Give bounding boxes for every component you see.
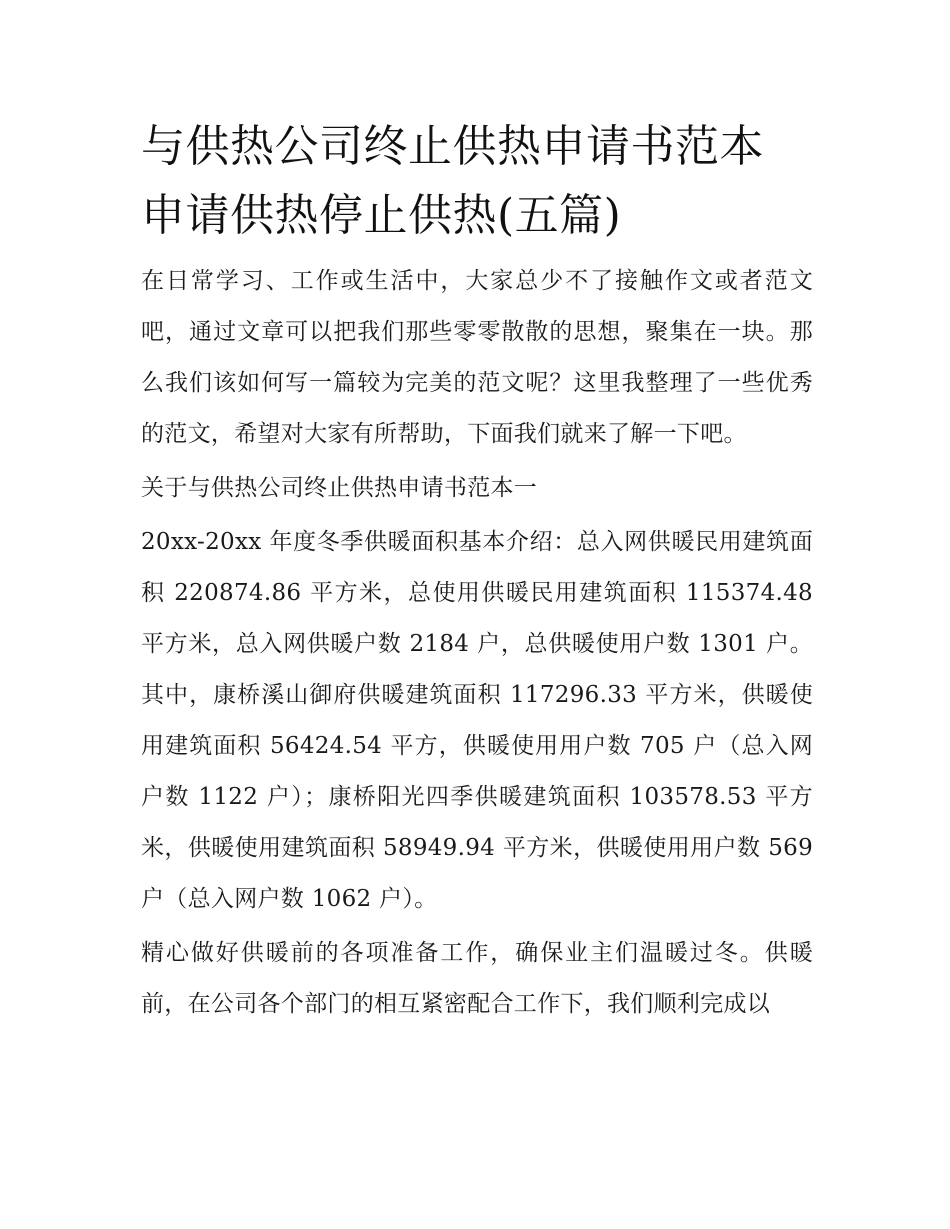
- section-heading: 关于与供热公司终止供热申请书范本一: [141, 475, 538, 501]
- intro-paragraph: 在日常学习、工作或生活中，大家总少不了接触作文或者范文吧，通过文章可以把我们那些零零散散的思想，聚集在一块。那么我们该如何写一篇较为完美的范文呢？这里我整理了一些优秀的范文，希望对大家有所帮助，下面我们就来了解一下吧。: [141, 268, 813, 447]
- document-page: [141, 112, 813, 1030]
- heating-area-paragraph: 20xx-20xx 年度冬季供暖面积基本介绍：总入网供暖民用建筑面积 220874.86 平方米，总使用供暖民用建筑面积 115374.48 平方米，总入网供暖户数 2184 户，总供暖使用户数 1301 户。其中，康桥溪山御府供暖建筑面积 117296.33 平方米，供暖使用建筑面积 56424.54 平方，供暖使用用户数 705 户（总入网户数 1122 户）；康桥阳光四季供暖建筑面积 103578.53 平方米，供暖使用建筑面积 58949.94 平方米，供暖使用用户数 569 户（总入网户数 1062 户）。: [141, 529, 813, 912]
- preparation-paragraph: 精心做好供暖前的各项准备工作，确保业主们温暖过冬。供暖前，在公司各个部门的相互紧密配合工作下，我们顺利完成以: [141, 940, 813, 1017]
- document-title: 与供热公司终止供热申请书范本 申请供热停止供热(五篇): [141, 121, 764, 241]
